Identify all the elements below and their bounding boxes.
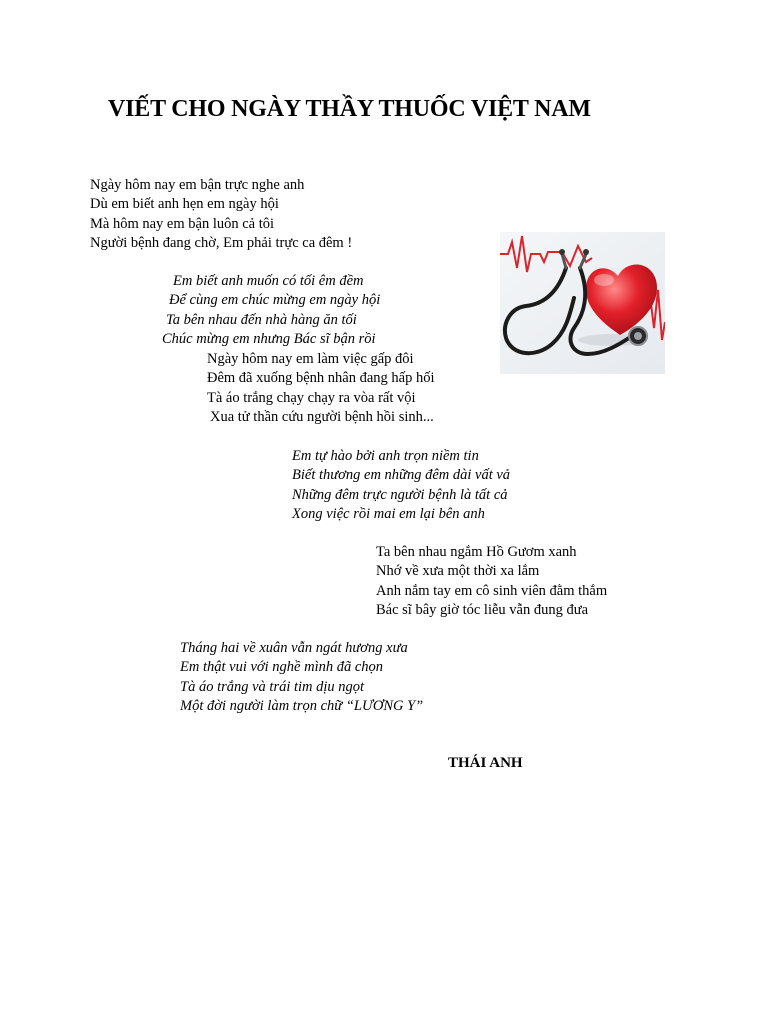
poem-line: Em tự hào bởi anh trọn niềm tin [292,448,479,464]
poem-line: Em biết anh muốn có tối êm đềm [173,273,364,289]
poem-line: Một đời người làm trọn chữ “LƯƠNG Y” [180,697,424,714]
poem-line: Ngày hôm nay em bận trực nghe anh [90,177,305,193]
poem-line: Đêm đã xuống bệnh nhân đang hấp hối [207,370,435,387]
poem-line: Xua tử thần cứu người bệnh hồi sinh... [210,408,434,425]
poem-line: Nhớ về xưa một thời xa lắm [376,563,540,580]
author-signature: THÁI ANH [448,755,523,771]
poem-line: Dù em biết anh hẹn em ngày hội [90,196,279,213]
poem-line: Xong việc rồi mai em lại bên anh [292,505,485,522]
poem-line: Ngày hôm nay em làm việc gấp đôi [207,351,414,367]
poem-line: Người bệnh đang chờ, Em phải trực ca đêm ! [90,234,353,251]
stanza-5 [376,543,607,620]
stanza-1 [90,176,352,253]
stanza-6 [180,639,423,716]
poem-title: VIẾT CHO NGÀY THẦY THUỐC VIỆT NAM [108,96,591,122]
stanza-4 [292,447,510,524]
poem-line: Ta bên nhau ngắm Hồ Gươm xanh [376,544,577,560]
poem-line: Chúc mừng em nhưng Bác sĩ bận rồi [162,330,376,347]
poem-line: Biết thương em những đêm dài vất vả [292,467,511,484]
poem-line: Em thật vui với nghề mình đã chọn [180,659,384,676]
poem-line: Những đêm trực người bệnh là tất cả [292,486,508,503]
stanza-3 [207,350,435,427]
heart-stethoscope-icon [500,232,665,374]
poem-line: Mà hôm nay em bận luôn cả tôi [90,215,275,232]
stanza-2 [162,272,380,349]
poem-line: Ta bên nhau đến nhà hàng ăn tối [166,311,357,328]
poem-line: Tà áo trắng chạy chạy ra vòa rất vội [207,389,416,406]
poem-line: Bác sĩ bây giờ tóc liễu vẫn đung đưa [376,601,589,618]
poem-line: Anh nắm tay em cô sinh viên đằm thắm [376,582,608,599]
poem-line: Để cùng em chúc mừng em ngày hội [169,292,381,309]
poem-line: Tà áo trắng và trái tim dịu ngọt [180,678,365,695]
poem-line: Tháng hai về xuân vẫn ngát hương xưa [180,640,408,656]
